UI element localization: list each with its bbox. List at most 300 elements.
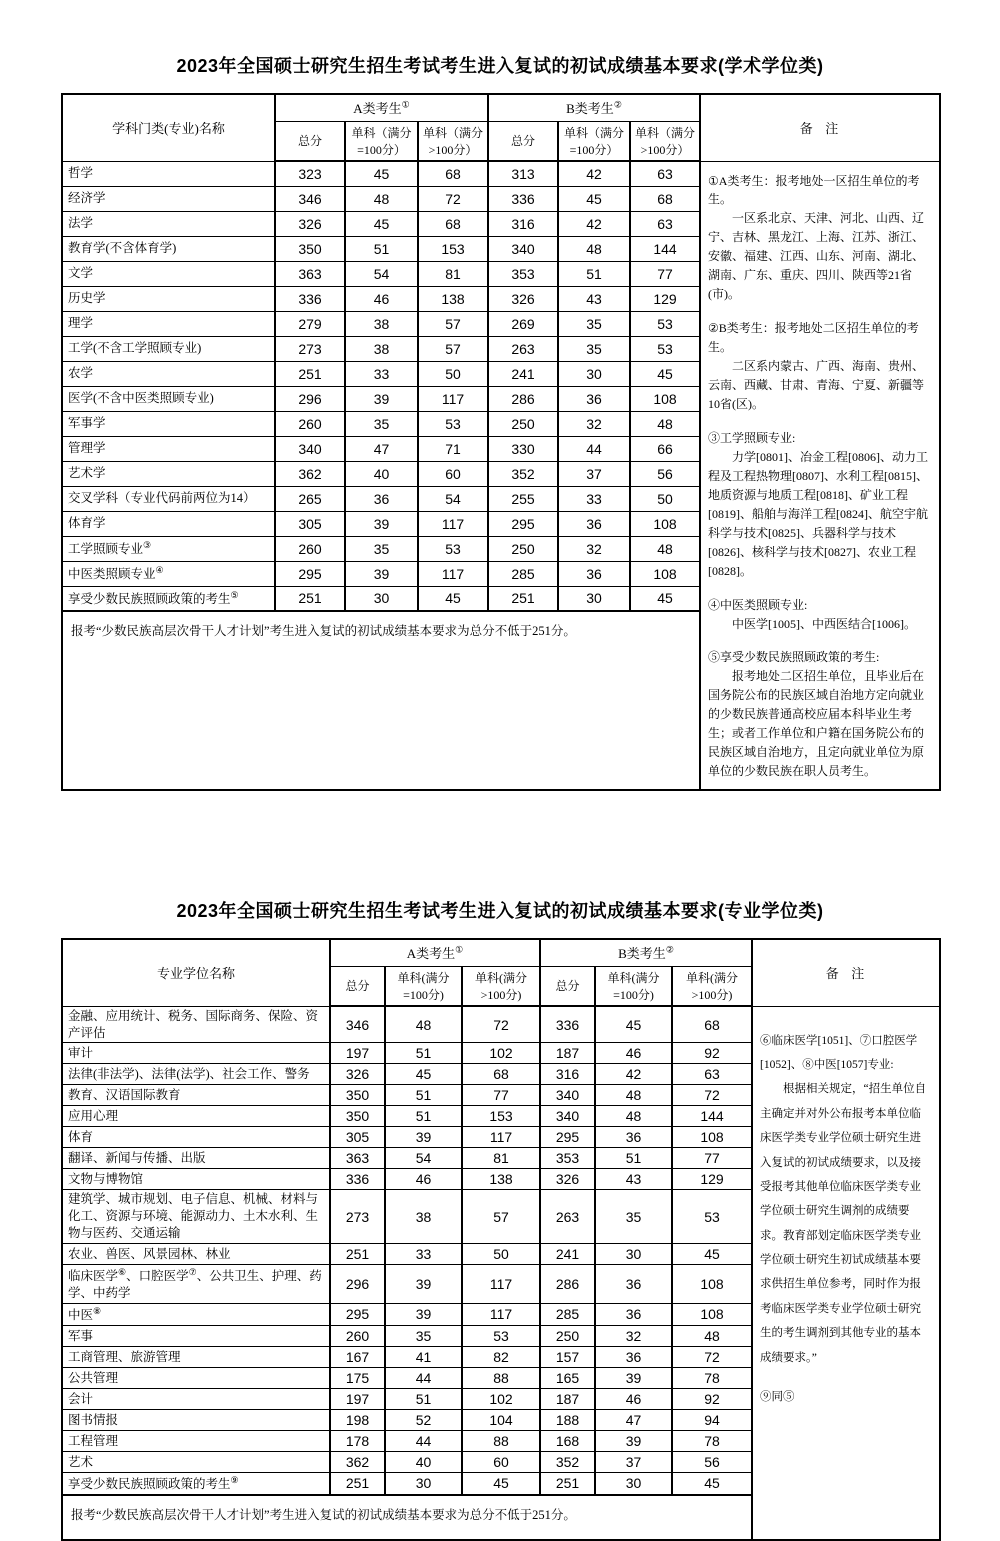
- score-cell: 94: [672, 1409, 752, 1430]
- score-cell: 57: [418, 311, 488, 336]
- score-cell: 30: [345, 586, 418, 611]
- table-row: [62, 1006, 940, 1043]
- row-label: 教育学(不含体育学): [62, 236, 275, 261]
- score-cell: 53: [630, 311, 700, 336]
- score-cell: 279: [275, 311, 345, 336]
- score-cell: 45: [345, 211, 418, 236]
- score-cell: 108: [630, 511, 700, 536]
- score-cell: 50: [462, 1244, 540, 1265]
- remark-paragraph: ②B类考生：报考地处二区招生单位的考生。: [708, 321, 919, 355]
- row-label: 哲学: [62, 161, 275, 186]
- score-cell: 46: [595, 1043, 672, 1064]
- score-cell: 38: [385, 1190, 462, 1244]
- group-b-label: B类考生: [566, 101, 614, 117]
- score-cell: 56: [630, 461, 700, 486]
- score-cell: 45: [345, 161, 418, 186]
- score-cell: 48: [385, 1006, 462, 1043]
- score-cell: 78: [672, 1430, 752, 1451]
- score-cell: 363: [330, 1148, 385, 1169]
- subheader-single-eq100-a: 单科（满分=100分）: [345, 121, 418, 161]
- score-cell: 45: [672, 1244, 752, 1265]
- row-label: 理学: [62, 311, 275, 336]
- score-cell: 63: [672, 1064, 752, 1085]
- column-header-remark: 备 注: [752, 939, 940, 1006]
- score-cell: 39: [345, 561, 418, 586]
- score-cell: 138: [418, 286, 488, 311]
- group-b-label: B类考生: [618, 946, 666, 962]
- score-cell: 40: [345, 461, 418, 486]
- score-cell: 363: [275, 261, 345, 286]
- row-label: 经济学: [62, 186, 275, 211]
- score-cell: 251: [488, 586, 558, 611]
- score-cell: 36: [345, 486, 418, 511]
- score-cell: 326: [488, 286, 558, 311]
- footnote-ref-icon: ④: [155, 564, 164, 575]
- score-cell: 41: [385, 1346, 462, 1367]
- score-cell: 33: [385, 1244, 462, 1265]
- row-label: 应用心理: [62, 1106, 330, 1127]
- score-cell: 35: [345, 411, 418, 436]
- score-cell: 305: [275, 511, 345, 536]
- score-cell: 340: [488, 236, 558, 261]
- score-cell: 286: [540, 1265, 595, 1304]
- score-cell: 350: [330, 1106, 385, 1127]
- remark-cell: [752, 1006, 940, 1540]
- row-label: 中医⑧: [62, 1303, 330, 1325]
- score-cell: 53: [672, 1190, 752, 1244]
- score-cell: 198: [330, 1409, 385, 1430]
- row-label: 艺术: [62, 1451, 330, 1472]
- row-label: 公共管理: [62, 1367, 330, 1388]
- score-cell: 81: [462, 1148, 540, 1169]
- score-cell: 340: [540, 1085, 595, 1106]
- score-cell: 255: [488, 486, 558, 511]
- row-label: 会计: [62, 1388, 330, 1409]
- score-cell: 51: [385, 1043, 462, 1064]
- row-label: 享受少数民族照顾政策的考生⑨: [62, 1472, 330, 1495]
- score-cell: 36: [595, 1346, 672, 1367]
- row-label: 工程管理: [62, 1430, 330, 1451]
- score-cell: 68: [418, 161, 488, 186]
- score-cell: 326: [275, 211, 345, 236]
- score-cell: 263: [488, 336, 558, 361]
- score-cell: 295: [488, 511, 558, 536]
- score-cell: 250: [488, 411, 558, 436]
- score-cell: 326: [540, 1169, 595, 1190]
- academic-score-table: [61, 93, 941, 791]
- score-cell: 251: [330, 1244, 385, 1265]
- remark-paragraph: ①A类考生：报考地处一区招生单位的考生。: [708, 173, 920, 207]
- score-cell: 45: [558, 186, 630, 211]
- score-cell: 30: [595, 1244, 672, 1265]
- score-cell: 263: [540, 1190, 595, 1244]
- score-cell: 260: [275, 411, 345, 436]
- row-label: 文学: [62, 261, 275, 286]
- remark-cell: [700, 161, 940, 790]
- score-cell: 350: [330, 1085, 385, 1106]
- score-cell: 68: [418, 211, 488, 236]
- score-cell: 42: [558, 161, 630, 186]
- column-header-name: 专业学位名称: [62, 939, 330, 1006]
- group-header-b: [488, 94, 700, 121]
- score-cell: 35: [558, 311, 630, 336]
- score-cell: 48: [595, 1085, 672, 1106]
- score-cell: 251: [275, 586, 345, 611]
- row-label: 工商管理、旅游管理: [62, 1346, 330, 1367]
- row-label: 交叉学科（专业代码前两位为14）: [62, 486, 275, 511]
- score-cell: 326: [330, 1064, 385, 1085]
- professional-score-table: [61, 938, 941, 1541]
- group-a-label: A类考生: [353, 101, 402, 117]
- row-label: 工学(不含工学照顾专业): [62, 336, 275, 361]
- score-cell: 35: [558, 336, 630, 361]
- score-cell: 153: [462, 1106, 540, 1127]
- score-cell: 81: [418, 261, 488, 286]
- subheader-total-b: 总分: [488, 121, 558, 161]
- professional-table-title: 2023年全国硕士研究生招生考试考生进入复试的初试成绩基本要求(专业学位类): [176, 901, 824, 922]
- score-cell: 39: [345, 386, 418, 411]
- score-cell: 53: [418, 411, 488, 436]
- remark-paragraph: ③工学照顾专业:: [708, 430, 796, 445]
- score-cell: 353: [488, 261, 558, 286]
- score-cell: 346: [275, 186, 345, 211]
- minority-plan-footnote: 报考“少数民族高层次骨干人才计划”考生进入复试的初试成绩基本要求为总分不低于251分。: [62, 1495, 752, 1540]
- score-cell: 48: [345, 186, 418, 211]
- score-cell: 39: [385, 1265, 462, 1304]
- score-cell: 129: [630, 286, 700, 311]
- score-cell: 33: [345, 361, 418, 386]
- score-cell: 269: [488, 311, 558, 336]
- score-cell: 117: [462, 1127, 540, 1148]
- footnote-ref-1-icon: ①: [401, 99, 410, 110]
- score-cell: 56: [672, 1451, 752, 1472]
- score-cell: 35: [345, 536, 418, 561]
- remark-paragraph: ⑨同⑤: [760, 1390, 795, 1403]
- score-cell: 92: [672, 1388, 752, 1409]
- score-cell: 36: [558, 511, 630, 536]
- remark-paragraph: 报考地处二区招生单位，且毕业后在国务院公布的民族区域自治地方定向就业的少数民族普通高校应届本科毕业生考生；或者工作单位和户籍在国务院公布的民族区域自治地方，且定向就业单位为原单位的少数民族在职人员考生。: [708, 669, 925, 779]
- score-cell: 36: [595, 1265, 672, 1304]
- score-cell: 48: [558, 236, 630, 261]
- score-cell: 53: [418, 536, 488, 561]
- score-cell: 51: [385, 1085, 462, 1106]
- score-cell: 51: [345, 236, 418, 261]
- subheader-total-a: 总分: [275, 121, 345, 161]
- score-cell: 42: [595, 1064, 672, 1085]
- score-cell: 117: [418, 386, 488, 411]
- subheader-total-b: 总分: [540, 966, 595, 1006]
- remark-paragraph: 中医学[1005]、中西医结合[1006]。: [732, 616, 917, 631]
- score-cell: 36: [595, 1303, 672, 1325]
- score-cell: 108: [672, 1303, 752, 1325]
- score-cell: 51: [385, 1106, 462, 1127]
- score-cell: 108: [630, 561, 700, 586]
- score-cell: 33: [558, 486, 630, 511]
- score-cell: 92: [672, 1043, 752, 1064]
- score-cell: 68: [630, 186, 700, 211]
- score-cell: 117: [462, 1265, 540, 1304]
- row-label: 农学: [62, 361, 275, 386]
- score-cell: 46: [345, 286, 418, 311]
- score-cell: 30: [558, 361, 630, 386]
- footnote-ref-icon: ⑧: [93, 1305, 102, 1316]
- score-cell: 78: [672, 1367, 752, 1388]
- score-cell: 336: [488, 186, 558, 211]
- score-cell: 51: [595, 1148, 672, 1169]
- subheader-single-gt100-b: 单科（满分>100分）: [630, 121, 700, 161]
- remark-paragraph: 一区系北京、天津、河北、山西、辽宁、吉林、黑龙江、上海、江苏、浙江、安徽、福建、江西、山东、河南、湖北、湖南、广东、重庆、四川、陕西等21省(市)。: [708, 211, 925, 302]
- row-label: 艺术学: [62, 461, 275, 486]
- row-label: 审计: [62, 1043, 330, 1064]
- score-cell: 138: [462, 1169, 540, 1190]
- score-cell: 313: [488, 161, 558, 186]
- score-cell: 68: [672, 1006, 752, 1043]
- row-label: 金融、应用统计、税务、国际商务、保险、资产评估: [62, 1006, 330, 1043]
- score-cell: 165: [540, 1367, 595, 1388]
- score-cell: 108: [672, 1127, 752, 1148]
- score-cell: 32: [595, 1325, 672, 1346]
- score-cell: 241: [488, 361, 558, 386]
- score-cell: 45: [630, 586, 700, 611]
- score-cell: 44: [385, 1367, 462, 1388]
- score-cell: 46: [595, 1388, 672, 1409]
- score-cell: 260: [275, 536, 345, 561]
- score-cell: 197: [330, 1388, 385, 1409]
- subheader-single-gt100-a: 单科（满分>100分）: [418, 121, 488, 161]
- row-label: 管理学: [62, 436, 275, 461]
- score-cell: 316: [488, 211, 558, 236]
- score-cell: 316: [540, 1064, 595, 1085]
- score-cell: 45: [672, 1472, 752, 1495]
- minority-plan-footnote: 报考“少数民族高层次骨干人才计划”考生进入复试的初试成绩基本要求为总分不低于251分。: [62, 611, 700, 790]
- score-cell: 77: [672, 1148, 752, 1169]
- subheader-total-a: 总分: [330, 966, 385, 1006]
- score-cell: 72: [672, 1346, 752, 1367]
- score-cell: 168: [540, 1430, 595, 1451]
- row-label: 图书情报: [62, 1409, 330, 1430]
- score-cell: 39: [595, 1430, 672, 1451]
- score-cell: 44: [385, 1430, 462, 1451]
- row-label: 文物与博物馆: [62, 1169, 330, 1190]
- score-cell: 117: [418, 561, 488, 586]
- score-cell: 39: [595, 1367, 672, 1388]
- score-cell: 57: [418, 336, 488, 361]
- remark-paragraph: 二区系内蒙古、广西、海南、贵州、云南、西藏、甘肃、青海、宁夏、新疆等10省(区)。: [708, 359, 925, 411]
- score-cell: 68: [462, 1064, 540, 1085]
- score-cell: 251: [330, 1472, 385, 1495]
- score-cell: 241: [540, 1244, 595, 1265]
- score-cell: 346: [330, 1006, 385, 1043]
- score-cell: 71: [418, 436, 488, 461]
- footnote-ref-1-icon: ①: [455, 945, 464, 956]
- score-cell: 51: [558, 261, 630, 286]
- score-cell: 153: [418, 236, 488, 261]
- score-cell: 40: [385, 1451, 462, 1472]
- score-cell: 144: [630, 236, 700, 261]
- score-cell: 63: [630, 161, 700, 186]
- subheader-single-eq100-a: 单科(满分=100分): [385, 966, 462, 1006]
- group-header-a: [330, 939, 540, 966]
- row-label: 军事: [62, 1325, 330, 1346]
- column-header-name: 学科门类(专业)名称: [62, 94, 275, 161]
- row-label: 体育: [62, 1127, 330, 1148]
- score-cell: 45: [630, 361, 700, 386]
- score-cell: 42: [558, 211, 630, 236]
- score-cell: 336: [330, 1169, 385, 1190]
- score-cell: 43: [595, 1169, 672, 1190]
- footnote-ref-icon: ⑥: [118, 1267, 127, 1278]
- score-cell: 39: [385, 1127, 462, 1148]
- score-cell: 144: [672, 1106, 752, 1127]
- row-label: 医学(不含中医类照顾专业): [62, 386, 275, 411]
- score-cell: 117: [418, 511, 488, 536]
- row-label: 教育、汉语国际教育: [62, 1085, 330, 1106]
- footnote-ref-icon: ⑦: [188, 1267, 197, 1278]
- row-label: 法律(非法学)、法律(法学)、社会工作、警务: [62, 1064, 330, 1085]
- score-cell: 265: [275, 486, 345, 511]
- footnote-ref-2-icon: ②: [613, 99, 622, 110]
- score-cell: 296: [330, 1265, 385, 1304]
- score-cell: 82: [462, 1346, 540, 1367]
- score-cell: 295: [275, 561, 345, 586]
- score-cell: 30: [595, 1472, 672, 1495]
- score-cell: 362: [275, 461, 345, 486]
- subheader-single-eq100-b: 单科（满分=100分）: [558, 121, 630, 161]
- score-cell: 32: [558, 411, 630, 436]
- footnote-ref-icon: ⑤: [230, 589, 239, 600]
- group-a-label: A类考生: [406, 946, 456, 962]
- score-cell: 336: [540, 1006, 595, 1043]
- group-header-b: [540, 939, 752, 966]
- score-cell: 54: [385, 1148, 462, 1169]
- row-label: 法学: [62, 211, 275, 236]
- remark-paragraph: 力学[0801]、冶金工程[0806]、动力工程及工程热物理[0807]、水利工程[0815]、地质资源与地质工程[0818]、矿业工程[0819]、船舶与海洋工程[0824]、航空宇航科学与技术[0825]、兵器科学与技术[0826]、核科学与技术[0827]、农业工程[0828]。: [708, 449, 929, 578]
- group-header-a: [275, 94, 488, 121]
- remark-paragraph: ⑤享受少数民族照顾政策的考生:: [708, 650, 880, 665]
- score-cell: 187: [540, 1388, 595, 1409]
- score-cell: 295: [330, 1303, 385, 1325]
- score-cell: 129: [672, 1169, 752, 1190]
- score-cell: 102: [462, 1043, 540, 1064]
- score-cell: 45: [595, 1006, 672, 1043]
- score-cell: 57: [462, 1190, 540, 1244]
- score-cell: 54: [418, 486, 488, 511]
- score-cell: 50: [418, 361, 488, 386]
- score-cell: 286: [488, 386, 558, 411]
- score-cell: 251: [540, 1472, 595, 1495]
- score-cell: 330: [488, 436, 558, 461]
- score-cell: 66: [630, 436, 700, 461]
- academic-table-title: 2023年全国硕士研究生招生考试考生进入复试的初试成绩基本要求(学术学位类): [176, 56, 824, 76]
- score-cell: 45: [385, 1064, 462, 1085]
- score-cell: 353: [540, 1148, 595, 1169]
- score-cell: 48: [595, 1106, 672, 1127]
- row-label: 临床医学⑥、口腔医学⑦、公共卫生、护理、药学、中药学: [62, 1265, 330, 1304]
- row-label: 军事学: [62, 411, 275, 436]
- score-cell: 108: [630, 386, 700, 411]
- score-cell: 51: [385, 1388, 462, 1409]
- score-cell: 350: [275, 236, 345, 261]
- row-label: 中医类照顾专业④: [62, 561, 275, 586]
- score-cell: 43: [558, 286, 630, 311]
- score-cell: 285: [488, 561, 558, 586]
- score-cell: 108: [672, 1265, 752, 1304]
- score-cell: 37: [595, 1451, 672, 1472]
- row-label: 建筑学、城市规划、电子信息、机械、材料与化工、资源与环境、能源动力、土木水利、生物与医药、交通运输: [62, 1190, 330, 1244]
- score-cell: 47: [345, 436, 418, 461]
- score-cell: 352: [488, 461, 558, 486]
- score-cell: 102: [462, 1388, 540, 1409]
- score-cell: 47: [595, 1409, 672, 1430]
- score-cell: 36: [558, 386, 630, 411]
- score-cell: 362: [330, 1451, 385, 1472]
- score-cell: 36: [595, 1127, 672, 1148]
- score-cell: 72: [462, 1006, 540, 1043]
- score-cell: 72: [672, 1085, 752, 1106]
- score-cell: 296: [275, 386, 345, 411]
- score-cell: 60: [462, 1451, 540, 1472]
- row-label: 翻译、新闻与传播、出版: [62, 1148, 330, 1169]
- score-cell: 197: [330, 1043, 385, 1064]
- score-cell: 53: [630, 336, 700, 361]
- score-cell: 104: [462, 1409, 540, 1430]
- remark-paragraph: ⑥临床医学[1051]、⑦口腔医学[1052]、⑧中医[1057]专业:: [760, 1034, 918, 1072]
- score-cell: 53: [462, 1325, 540, 1346]
- score-cell: 48: [630, 536, 700, 561]
- score-cell: 273: [275, 336, 345, 361]
- footnote-ref-2-icon: ②: [665, 945, 674, 956]
- score-cell: 352: [540, 1451, 595, 1472]
- score-cell: 340: [275, 436, 345, 461]
- score-cell: 44: [558, 436, 630, 461]
- footnote-ref-icon: ③: [143, 539, 152, 550]
- score-cell: 77: [462, 1085, 540, 1106]
- row-label: 历史学: [62, 286, 275, 311]
- score-cell: 250: [488, 536, 558, 561]
- score-cell: 88: [462, 1367, 540, 1388]
- score-cell: 251: [275, 361, 345, 386]
- row-label: 体育学: [62, 511, 275, 536]
- score-cell: 295: [540, 1127, 595, 1148]
- score-cell: 187: [540, 1043, 595, 1064]
- score-cell: 38: [345, 311, 418, 336]
- remark-paragraph: 根据相关规定，“招生单位自主确定并对外公布报考本单位临床医学类专业学位硕士研究生进入复试的初试成绩要求，以及接受报考其他单位临床医学类专业学位硕士研究生调剂的成绩要求。教育部划定临床医学类专业学位硕士研究生初试成绩基本要求供招生单位参考，同时作为报考临床医学类专业学位硕士研究生的考生调剂到其他专业的基本成绩要求。”: [760, 1083, 927, 1364]
- score-cell: 72: [418, 186, 488, 211]
- subheader-single-gt100-a: 单科(满分>100分): [462, 966, 540, 1006]
- score-cell: 32: [558, 536, 630, 561]
- table-row: [62, 161, 940, 186]
- row-label: 工学照顾专业③: [62, 536, 275, 561]
- score-cell: 50: [630, 486, 700, 511]
- score-cell: 250: [540, 1325, 595, 1346]
- score-cell: 30: [385, 1472, 462, 1495]
- score-cell: 175: [330, 1367, 385, 1388]
- score-cell: 117: [462, 1303, 540, 1325]
- score-cell: 167: [330, 1346, 385, 1367]
- footnote-ref-icon: ⑨: [230, 1474, 239, 1485]
- score-cell: 45: [462, 1472, 540, 1495]
- score-cell: 178: [330, 1430, 385, 1451]
- score-cell: 45: [418, 586, 488, 611]
- score-cell: 37: [558, 461, 630, 486]
- score-cell: 340: [540, 1106, 595, 1127]
- score-cell: 77: [630, 261, 700, 286]
- score-cell: 336: [275, 286, 345, 311]
- score-cell: 48: [672, 1325, 752, 1346]
- score-cell: 48: [630, 411, 700, 436]
- score-cell: 30: [558, 586, 630, 611]
- score-cell: 305: [330, 1127, 385, 1148]
